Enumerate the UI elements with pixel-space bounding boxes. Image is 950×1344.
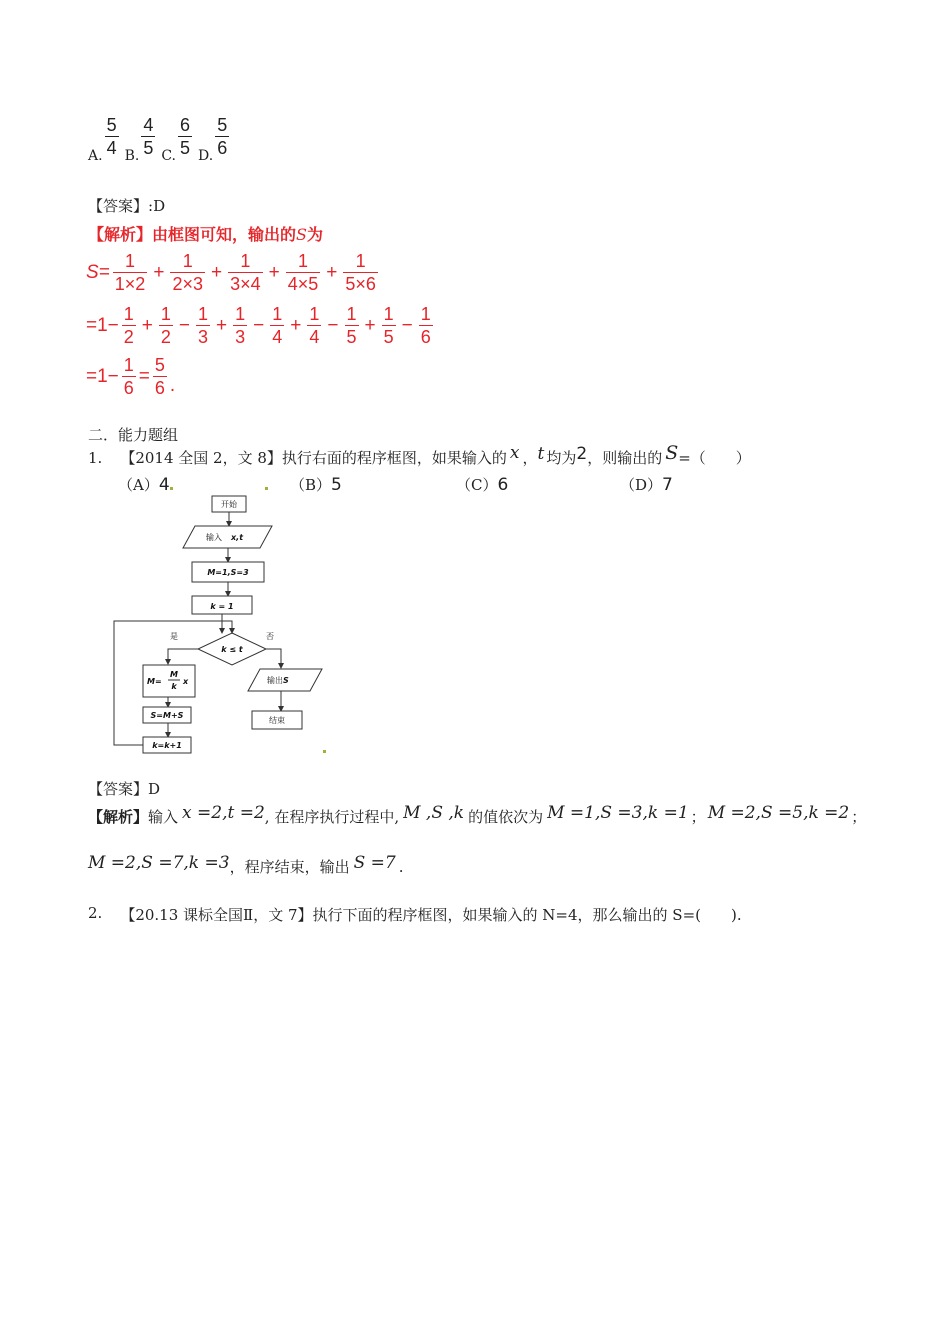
svg-text:是: 是: [170, 632, 178, 641]
svg-text:k = 1: k = 1: [210, 602, 234, 611]
pair-3: $\frac{1}{3}$: [198, 304, 209, 347]
result-frac-b: $\frac{5}{6}$: [154, 355, 165, 398]
pair-1: $\frac{1}{2}$: [123, 304, 134, 347]
term-5: $\frac{1}{5\times 6}$: [345, 251, 376, 294]
q2-stem: 2. 【20.13 课标全国Ⅱ，文 7】执行下面的程序框图，如果输入的 N=4，那么输出的 S=( ).: [88, 904, 742, 924]
svg-text:输出: 输出: [267, 676, 283, 685]
svg-text:M=: M=: [147, 677, 162, 686]
q1-answer: 【答案】D: [88, 780, 161, 798]
svg-text:M=1,S=3: M=1,S=3: [207, 568, 249, 577]
svg-text:M: M: [170, 670, 178, 679]
pair-7: $\frac{1}{5}$: [346, 304, 357, 347]
q0-analysis: 【解析】由框图可知，输出的S为: [88, 225, 324, 244]
svg-text:x: x: [183, 677, 189, 686]
q1-choice-c: （C）6: [456, 475, 509, 495]
option-d-fraction: $\frac{5}{6}$: [217, 115, 228, 158]
q1-analysis-line1: 【解析】 输入 x =2,t =2 , 在程序执行过程中, M ,S ,k 的值依次为 M =1,S =3,k =1 ； M =2,S =5,k =2 ；: [88, 803, 867, 826]
q0-answer: 【答案】:D: [88, 197, 166, 215]
q0-result-line: =1− $\frac{1}{6}$ = $\frac{5}{6}$ .: [86, 355, 176, 398]
option-b-fraction: $\frac{4}{5}$: [143, 115, 154, 158]
q1-choice-d: （D）7: [620, 475, 673, 495]
pair-4: $\frac{1}{3}$: [235, 304, 246, 347]
svg-text:S=M+S: S=M+S: [150, 711, 184, 720]
q1-stem: 1. 【2014 全国 2，文 8】执行右面的程序框图，如果输入的 x ， t 均为 2 ，则输出的 S =（ ）: [88, 442, 751, 467]
pair-9: $\frac{1}{6}$: [420, 304, 431, 347]
section-title: 二．能力题组: [88, 426, 179, 444]
term-2: $\frac{1}{2\times 3}$: [172, 251, 203, 294]
q0-telescoping-line: =1− $\frac{1}{2}$ + $\frac{1}{2}$ − $\frac{1}{3}$ + $\frac{1}{3}$ − $\frac{1}{4}$ + $\frac{1}{4}$ − $\frac{1}{5}$ + $\frac{1}{5}$ − $\frac{1}{6}$: [86, 304, 431, 347]
option-d: D. $\frac{5}{6}$: [198, 115, 228, 164]
svg-text:x,t: x,t: [231, 533, 244, 542]
svg-text:k: k: [171, 682, 177, 691]
svg-text:k=k+1: k=k+1: [152, 741, 182, 750]
q1-choice-a: （A）4: [118, 475, 170, 495]
q1-analysis-line2: M =2,S =7,k =3 ，程序结束，输出 S =7 .: [88, 853, 404, 876]
svg-text:结束: 结束: [269, 716, 285, 725]
option-a: A. $\frac{5}{4}$: [88, 115, 117, 164]
option-c-fraction: $\frac{6}{5}$: [180, 115, 191, 158]
svg-text:S: S: [283, 676, 289, 685]
answer-options: [88, 116, 229, 163]
svg-text:否: 否: [266, 632, 274, 641]
pair-2: $\frac{1}{2}$: [160, 304, 171, 347]
svg-text:输入: 输入: [206, 533, 222, 542]
term-3: $\frac{1}{3\times 4}$: [230, 251, 261, 294]
result-frac-a: $\frac{1}{6}$: [123, 355, 134, 398]
option-a-fraction: $\frac{5}{4}$: [106, 115, 117, 158]
stray-mark: [323, 750, 326, 753]
flow-input: [183, 526, 272, 548]
pair-5: $\frac{1}{4}$: [272, 304, 283, 347]
svg-text:k ≤ t: k ≤ t: [221, 645, 243, 654]
q0-sum-line: S= $\frac{1}{1\times 2}$ + $\frac{1}{2\times 3}$ + $\frac{1}{3\times 4}$ + $\frac{1}{4\times 5}$ + $\frac{1}{5\times 6}$: [86, 251, 376, 294]
svg-text:开始: 开始: [221, 500, 237, 509]
term-4: $\frac{1}{4\times 5}$: [287, 251, 319, 294]
q1-choice-b: （B）5: [290, 475, 342, 495]
pair-6: $\frac{1}{4}$: [309, 304, 320, 347]
flowchart: [100, 490, 340, 760]
term-1: $\frac{1}{1\times 2}$: [114, 251, 146, 294]
option-c: C. $\frac{6}{5}$: [161, 115, 191, 164]
option-b: B. $\frac{4}{5}$: [124, 115, 154, 164]
pair-8: $\frac{1}{5}$: [383, 304, 394, 347]
